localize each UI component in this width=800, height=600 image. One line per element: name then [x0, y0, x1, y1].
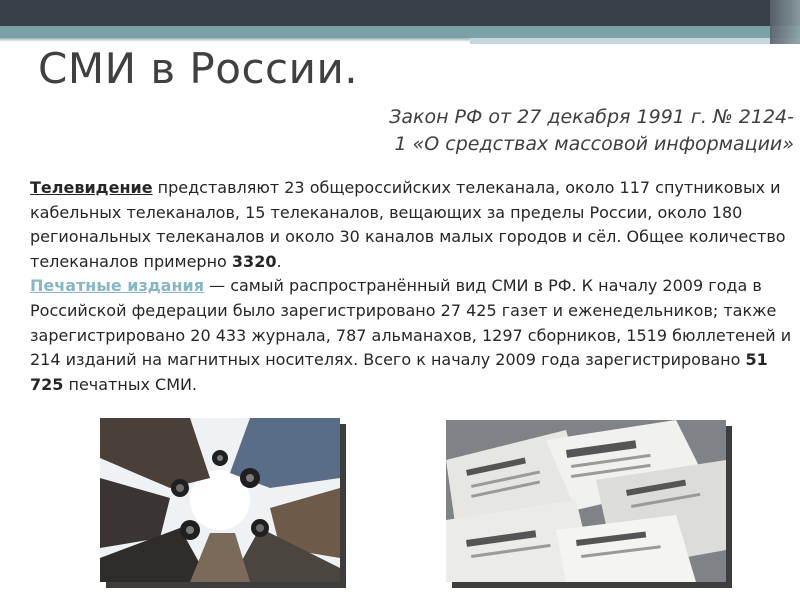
top-decor-accent — [770, 0, 800, 44]
top-decor-light-stripe — [470, 38, 800, 44]
newspapers-photo — [446, 420, 726, 582]
tv-paragraph — [30, 176, 792, 274]
tv-total: 3320 — [231, 251, 277, 271]
newspapers-illustration — [446, 420, 726, 582]
press-end: печатных СМИ. — [63, 374, 198, 394]
press-text: — самый распространённый вид СМИ в РФ. К началу 2009 года в Российской федерации было зарегистрировано 27 425 газет и еженедельников; также зарегистрировано 20 433 журнала, 787 альманахов, 1297 сборников, 1519 бюллетеней и 214 изданий на магнитных носителях. Всего к началу 2009 года зарегистрировано — [30, 276, 792, 370]
top-decor-stripe — [0, 26, 800, 38]
top-decor-shadow — [0, 38, 470, 42]
press-total: 51 725 — [30, 350, 768, 394]
photographers-photo — [100, 418, 340, 582]
photographers-illustration — [100, 418, 340, 582]
slide-body — [30, 176, 792, 397]
tv-text: представляют 23 общероссийских телеканала, около 117 спутниковых и кабельных телеканалов, 15 телеканалов, вещающих за пределы России, около 180 региональных телеканалов и около 30 каналов малых городов и сёл. Общее количество телеканалов примерно — [30, 178, 786, 271]
slide-title: СМИ в России. — [38, 44, 359, 93]
press-keyword: Печатные издания — [30, 276, 205, 296]
slide-subtitle: Закон РФ от 27 декабря 1991 г. № 2124-1 «О средствах массовой информации» — [389, 106, 794, 155]
top-decor-bar — [0, 0, 800, 26]
tv-keyword: Телевидение — [30, 178, 153, 197]
press-paragraph — [30, 274, 792, 397]
tv-end: . — [276, 251, 282, 271]
